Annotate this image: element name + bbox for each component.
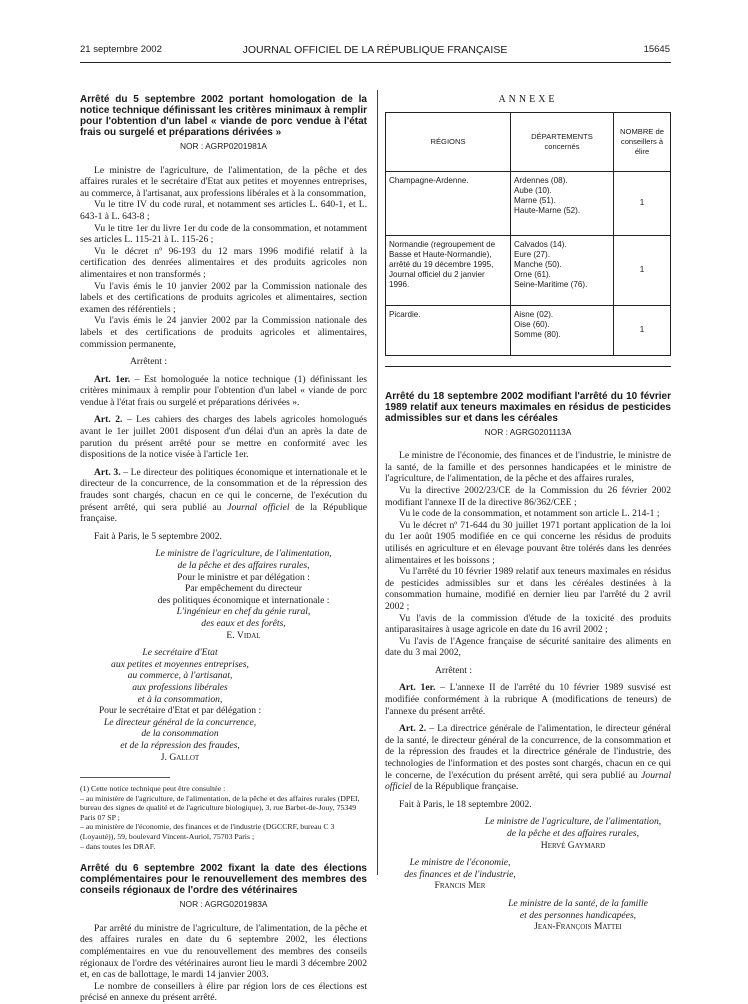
decree-3-visa-4: Vu l'arrêté du 10 février 1989 relatif aux teneurs maximales en résidus de pesticides admissibles sur et dans les céréales destinées à la consommation humaine, modifié en dernier lieu par l'arrêté du 2 avril 2002 ;: [385, 566, 671, 612]
signature-line: et à la consommation,: [137, 693, 223, 705]
table-row: [386, 305, 671, 355]
decree-1-article-2: [80, 414, 367, 460]
decree-2-nor: NOR : AGRG0201983A: [179, 899, 268, 910]
table-header-row: [386, 112, 671, 171]
signature-line: L'ingénieur en chef du génie rural,: [176, 606, 311, 618]
department: Aisne (02).: [514, 309, 554, 319]
table-row: [386, 235, 671, 305]
department: Eure (27).: [514, 249, 550, 259]
department: Manche (50).: [514, 259, 562, 269]
decree-1-visa-5: Vu l'avis émis le 24 janvier 2002 par la Commission nationale des labels et des certifications de produits agricoles et alimentaires, commission permanente,: [80, 315, 367, 350]
signature-line: Le secrétaire d'Etat: [142, 647, 218, 659]
right-column: [385, 94, 671, 933]
department: Ardennes (08).: [514, 175, 568, 185]
signature-line: aux petites et moyennes entreprises,: [111, 658, 249, 670]
footnote-line: (1) Cette notice technique peut être consultée :: [80, 784, 226, 794]
decree-1-signatures-1: [80, 548, 367, 641]
department: Seine-Maritime (76).: [514, 279, 588, 289]
department: Oise (60).: [514, 319, 550, 329]
decree-3-nor: NOR : AGRG0201113A: [484, 426, 572, 437]
region-cell: Picardie.: [386, 305, 511, 355]
decree-1-visa-2: Vu le titre 1er du livre 1er du code de la consommation, et notamment ses articles L. 115-21 à L. 115-26 ;: [80, 222, 367, 246]
journal-officiel-ref: Journal officiel: [385, 769, 671, 793]
footnotes: [80, 777, 360, 851]
article-text: – La directrice générale de l'alimentation, le directeur général de la santé, le directeur général de la concurrence, de la consommation et de la répression des fraudes et la directrice générale de l'industrie, des technologies de l'information et des postes sont chargés, chacun en ce qui le concerne, de l'exécution du présent arrêté, qui sera publié au: [385, 723, 672, 781]
decree-1-visa-3: Vu le décret nº 96-193 du 12 mars 1996 modifié relatif à la certification des denrées alimentaires et des produits agricoles non alimentaires et non transformés ;: [80, 245, 367, 280]
decree-3-article-2: [385, 723, 671, 793]
decree-1-arretent: Arrêtent :: [130, 356, 168, 368]
journal-officiel-ref: Journal officiel: [227, 501, 290, 513]
page-header: [80, 44, 670, 58]
decree-3-preamble: Le ministre de l'économie, des finances et de l'industrie, le ministre de la santé, de la famille et des personnes handicapées et le ministre de l'agriculture, de l'alimentation, de la pêche et des affaires rurales,: [385, 450, 671, 485]
signature-line: Par empêchement du directeur: [185, 583, 302, 595]
decree-1-title: Arrêté du 5 septembre 2002 portant homologation de la notice technique définissant les critères minimaux à remplir pour l'obtention d'un label « viande de porc vendue à l'état frais ou surgelé et préparations dérivées »: [80, 94, 367, 138]
article-label: Art. 2.: [94, 414, 123, 426]
signature-line: Le ministre de l'agriculture, de l'alimentation,: [484, 816, 662, 828]
decree-3-visa-1: Vu la directive 2002/23/CE de la Commission du 26 février 2002 modifiant l'annexe II de la directive 86/362/CEE ;: [385, 484, 671, 508]
decree-3-fait: Fait à Paris, le 18 septembre 2002.: [399, 798, 532, 810]
decree-3-signature-agriculture: [385, 816, 671, 851]
count-cell: 1: [614, 235, 671, 305]
annexe-title: ANNEXE: [498, 94, 558, 105]
department: Haute-Marne (52).: [514, 205, 581, 215]
article-label: Art. 2.: [399, 723, 427, 735]
decree-1-nor: NOR : AGRP0201981A: [179, 141, 268, 151]
signature-line: de la pêche et des affaires rurales,: [506, 828, 640, 839]
signature-line: et des personnes handicapées,: [519, 909, 637, 921]
departments-cell: [511, 305, 614, 355]
signatory-name: Hervé Gaymard: [540, 839, 606, 851]
header-page-number: 15645: [643, 44, 670, 55]
signature-line: des finances et de l'industrie,: [404, 868, 516, 880]
signature-line: Le ministre de l'économie,: [409, 857, 511, 869]
article-label: Art. 1er.: [94, 373, 131, 385]
signature-line: et de la répression des fraudes,: [120, 739, 240, 751]
signatory-name: J. Gallot: [160, 751, 200, 763]
decree-3-title: Arrêté du 18 septembre 2002 modifiant l'arrêté du 10 février 1989 relatif aux teneurs maximales en résidus de pesticides admissibles sur et dans les céréales: [385, 390, 671, 424]
table-row: [386, 171, 671, 235]
decree-3-arretent: Arrêtent :: [435, 664, 473, 676]
signatory-name: E. Vidal: [226, 629, 261, 641]
signature-line: Pour le ministre et par délégation :: [177, 571, 310, 583]
region-cell: Champagne-Ardenne.: [386, 171, 511, 235]
decree-1-article-3: [80, 467, 367, 525]
decree-2-title: Arrêté du 6 septembre 2002 fixant la date des élections complémentaires pour le renouvellement des membres des conseils régionaux de l'ordre des vétérinaires: [80, 863, 367, 897]
decree-2-body-2: Le nombre de conseillers à élire par région lors de ces élections est précisé en annexe du présent arrêté.: [80, 980, 367, 1004]
signature-line: des eaux et des forêts,: [201, 617, 286, 629]
footnote-line: – au ministère de l'agriculture, de l'alimentation, de la pêche et des affaires rurales (DPEI, bureau des signes de qualité et de l'agriculture biologique), 3, rue Barbet-de-Jouy, 75349 Paris 07 SP ;: [80, 793, 360, 822]
article-label: Art. 1er.: [399, 682, 436, 694]
decree-3-visa-3: Vu le décret nº 71-644 du 30 juillet 1971 portant application de la loi du 1er août 1905 modifiée en ce qui concerne les résidus de produits utilisés en agriculture et en élevage pouvant être tolérés dans les denrées alimentaires et les boissons ;: [385, 519, 671, 566]
decree-1-preamble: Le ministre de l'agriculture, de l'alimentation, de la pêche et des affaires rurales et le secrétaire d'Etat aux petites et moyennes entreprises, au commerce, à l'artisanat, aux professions libérales et à la consommation,: [80, 164, 367, 199]
column-header: RÉGIONS: [386, 112, 511, 171]
footnote-line: – dans toutes les DRAF.: [80, 841, 156, 851]
article-text: de la République française.: [411, 781, 519, 793]
count-cell: 1: [614, 171, 671, 235]
department: Aube (10).: [514, 185, 552, 195]
left-column: [80, 94, 367, 1004]
signature-line: Le ministre de la santé, de la famille: [508, 897, 648, 909]
decree-3-visa-2: Vu le code de la consommation, et notamment son article L. 214-1 ;: [399, 508, 660, 520]
header-rule: [80, 62, 671, 63]
article-text: – Les cahiers des charges des labels agricoles homologués avant le 1er juillet 2001 disposent d'un délai d'un an après la date de parution du présent arrêté pour se mettre en conformité avec les dispositions de la notice visée à l'article 1er.: [80, 414, 367, 461]
decree-3-visa-6: Vu l'avis de l'Agence française de sécurité sanitaire des aliments en date du 3 mai 2002,: [385, 635, 671, 659]
signature-line: de la pêche et des affaires rurales,: [177, 560, 310, 571]
article-text: – Est homologuée la notice technique (1) définissant les critères minimaux à remplir pour l'obtention d'un label « viande de porc vendue à l'état frais ou surgelé et préparations dérivées ».: [80, 373, 367, 408]
annexe-table: [385, 112, 671, 356]
decree-1-visa-4: Vu l'avis émis le 10 janvier 2002 par la Commission nationale des labels et des certifications de produits agricoles et alimentaires, section examen des référentiels ;: [80, 280, 367, 315]
count-cell: 1: [614, 305, 671, 355]
department: Marne (51).: [514, 195, 556, 205]
signature-line: aux professions libérales: [132, 681, 228, 693]
header-date: 21 septembre 2002: [80, 44, 162, 55]
decree-1-visa-1: Vu le titre IV du code rural, et notamment ses articles L. 640-1, et L. 643-1 à L. 643-8 ;: [80, 199, 367, 222]
column-divider: [377, 90, 378, 875]
decree-1-signatures-2: [80, 647, 280, 763]
decree-3-signature-economie: [385, 857, 535, 892]
decree-2-body: Par arrêté du ministre de l'agriculture, de l'alimentation, de la pêche et des affaires rurales en date du 6 septembre 2002, les élections complémentaires en vue du renouvellement des membres des conseils régionaux de l'ordre des vétérinaires auront lieu le mardi 3 décembre 2002 et, en cas de ballottage, le mardi 14 janvier 2003.: [80, 922, 367, 981]
decree-3-signature-sante: [385, 898, 671, 933]
decree-1-fait: Fait à Paris, le 5 septembre 2002.: [94, 530, 222, 542]
department: Somme (80).: [514, 329, 561, 339]
signature-line: au commerce, à l'artisanat,: [127, 670, 233, 682]
signature-line: Le directeur général de la concurrence,: [103, 716, 257, 728]
decree-3-visa-5: Vu l'avis de la commission d'étude de la toxicité des produits antiparasitaires à usage agricole en date du 16 avril 2002 ;: [385, 612, 671, 636]
decree-3-article-1: [385, 682, 671, 717]
article-label: Art. 3.: [94, 466, 121, 478]
article-text: – L'annexe II de l'arrêté du 10 février 1989 susvisé est modifiée conformément à la rubrique A (modifications de teneurs) de l'annexe du présent arrêté.: [385, 682, 671, 717]
signature-line: Pour le secrétaire d'Etat et par délégation :: [98, 705, 262, 717]
section-rule: [385, 366, 671, 367]
signature-line: des politiques économique et internationale :: [157, 594, 330, 606]
signatory-name: Jean-François Mattei: [534, 921, 622, 933]
signatory-name: Francis Mer: [434, 880, 486, 892]
decree-1-article-1: [80, 374, 367, 409]
header-journal-title: JOURNAL OFFICIEL DE LA RÉPUBLIQUE FRANÇAISE: [242, 44, 508, 56]
column-header: NOMBRE de conseillers à élire: [614, 112, 671, 171]
article-text: de la République française.: [80, 501, 367, 525]
signature-line: de la consommation: [141, 728, 219, 740]
departments-cell: [511, 171, 614, 235]
departments-cell: [511, 235, 614, 305]
region-cell: Normandie (regroupement de Basse et Haute-Normandie), arrêté du 19 décembre 1995, Journal officiel du 2 janvier 1996.: [386, 235, 511, 305]
column-header: DÉPARTEMENTS concernés: [511, 112, 614, 171]
signature-line: Le ministre de l'agriculture, de l'alimentation,: [155, 548, 332, 560]
department: Orne (61).: [514, 269, 551, 279]
department: Calvados (14).: [514, 239, 567, 249]
article-text: – Le directeur des politiques économique et internationale et le directeur de la concurrence, de la consommation et de la répression des fraudes sont chargés, chacun en ce qui le concerne, de l'exécution du présent arrêté, qui sera publié au: [80, 466, 367, 513]
footnote-line: – au ministère de l'économie, des finances et de l'industrie (DGCCRF, bureau C 3 (Loyauté)), 59, boulevard Vincent-Auriol, 75703 Paris ;: [80, 822, 335, 842]
